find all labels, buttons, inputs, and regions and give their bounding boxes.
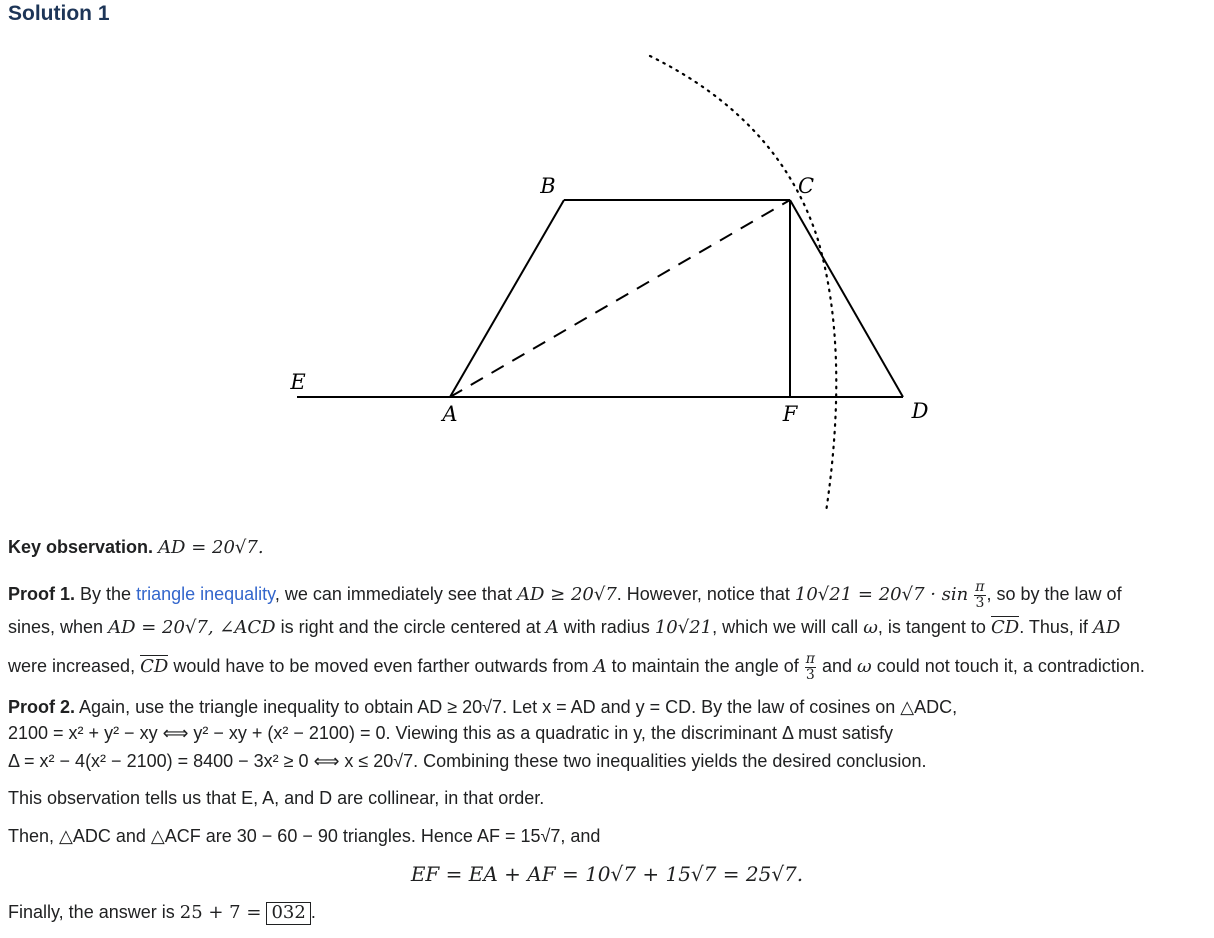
then-statement: Then, △ADC and △ACF are 30 − 60 − 90 triangles. Hence AF = 15√7, and: [8, 826, 601, 846]
segment-CD: [790, 200, 903, 397]
segment-AC-dashed: [450, 200, 790, 397]
label-B: B: [540, 174, 556, 198]
proof1-line3: were increased, CD would have to be moved even farther outwards from A to maintain the angle of $\frac{\pi}{3}$ and ω could not touch it, a contradiction.: [8, 651, 1145, 683]
key-observation: Key observation. AD = 20√7.: [8, 537, 264, 558]
label-C: C: [797, 174, 815, 198]
final-answer-line: Finally, the answer is 25 + 7 = 032 .: [8, 902, 316, 923]
segment-AB: [450, 200, 564, 397]
display-equation: EF = EA + AF = 10√7 + 15√7 = 25√7.: [410, 862, 804, 886]
fraction-pi-over-3-b: $\frac{\pi}{3}$: [805, 651, 815, 683]
proof2-line3: Δ = x² − 4(x² − 2100) = 8400 − 3x² ≥ 0 ⟺ x ≤ 20√7. Combining these two inequalities yields the desired conclusion.: [8, 751, 927, 771]
label-F: F: [782, 402, 798, 426]
label-D: D: [911, 399, 929, 423]
answer-box: 032: [266, 902, 310, 925]
label-E: E: [290, 370, 306, 394]
solution-title: Solution 1: [8, 2, 110, 25]
proof1-line2: sines, when AD = 20√7, ∠ACD is right and the circle centered at A with radius 10√21, which we will call ω, is tangent to CD. Thus, if AD: [8, 617, 1121, 638]
circle-omega-arc: [650, 56, 836, 512]
proof2-line1: Proof 2. Again, use the triangle inequality to obtain AD ≥ 20√7. Let x = AD and y = CD. By the law of cosines on △ADC,: [8, 697, 958, 717]
collinear-observation: This observation tells us that E, A, and D are collinear, in that order.: [8, 788, 545, 808]
label-A: A: [442, 402, 458, 426]
proof1-line1: Proof 1. By the triangle inequality, we can immediately see that AD ≥ 20√7. However, notice that 10√21 = 20√7 · sin $\frac{\pi}{3}$ , so by the law of: [8, 579, 1122, 611]
proof2-line2: 2100 = x² + y² − xy ⟺ y² − xy + (x² − 2100) = 0. Viewing this as a quadratic in y, the discriminant Δ must satisfy: [8, 723, 894, 743]
triangle-inequality-link[interactable]: triangle inequality: [136, 583, 275, 604]
fraction-pi-over-3: $\frac{\pi}{3}$: [975, 579, 985, 611]
